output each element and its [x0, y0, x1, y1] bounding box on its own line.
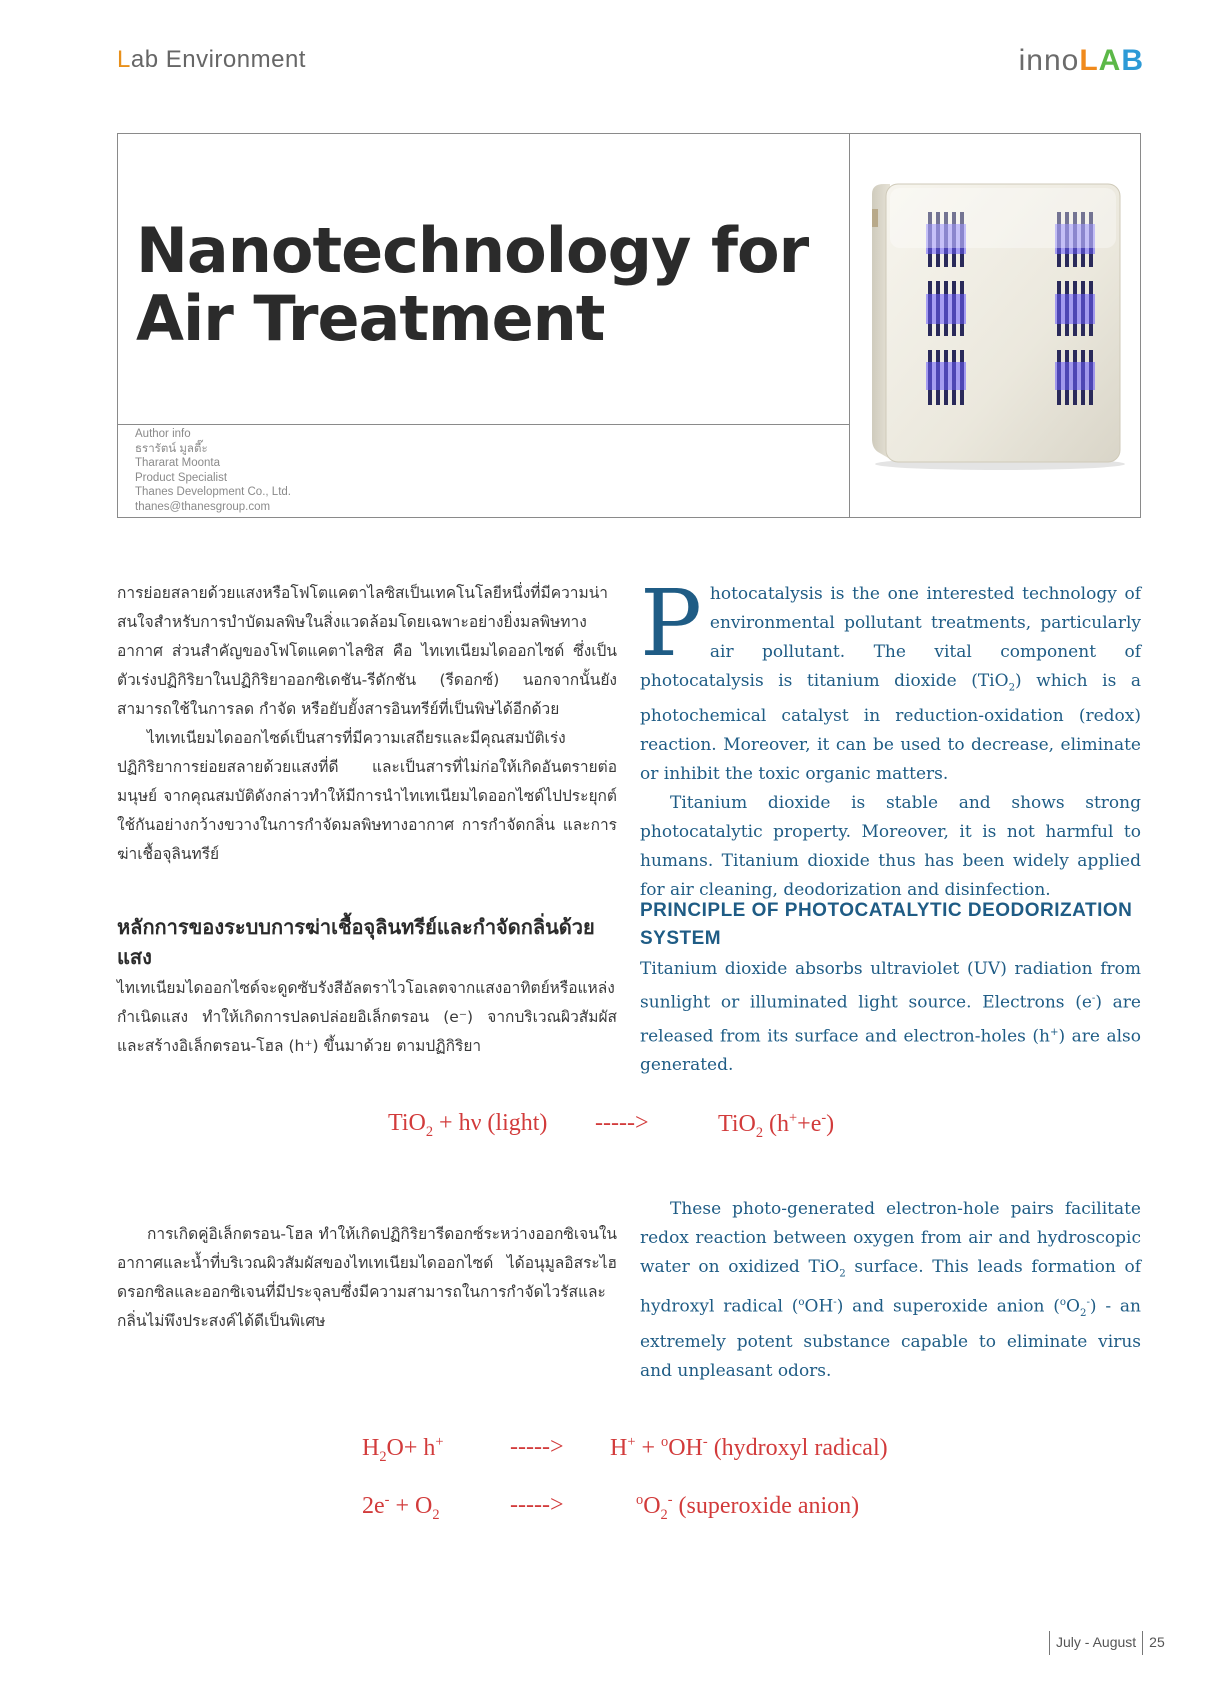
english-principle-column [640, 897, 1141, 1080]
page-footer [1043, 1629, 1165, 1655]
page-number: 25 [1149, 1634, 1165, 1650]
section-label [117, 46, 306, 74]
english-redox-column [640, 1195, 1141, 1386]
section-label-rest: ab Environment [130, 46, 306, 73]
footer-divider [1142, 1631, 1143, 1655]
thai-paragraph-2: ไทเทเนียมไดออกไซด์เป็นสารที่มีความเสถียรและมีคุณสมบัติเร่งปฏิกิริยาการย่อยสลายด้วยแสงที่ดี และเป็นสารที่ไม่ก่อให้เกิดอันตรายต่อมนุษย์ จากคุณสมบัติดังกล่าวทำให้มีการนำไทเทเนียมไดออกไซด์ไปประยุกต์ใช้กันอย่างกว้างขวางในการกำจัดมลพิษทางอากาศ การกำจัดกลิ่น และการฆ่าเชื้อจุลินทรีย์ [117, 729, 617, 863]
thai-paragraph-4: การเกิดคู่อิเล็กตรอน-โฮล ทำให้เกิดปฏิกิริยารีดอกซ์ระหว่างออกซิเจนในอากาศและน้ำที่บริเวณผิวสัมผัสของไทเทเนียมไดออกไซด์ ได้อนุมูลอิสระไฮดรอกซิลและออกซิเจนที่มีประจุลบซึ่งมีความสามารถในการกำจัดไวรัสและกลิ่นไม่พึงประสงค์ได้ดีเป็นพิเศษ [117, 1225, 617, 1330]
english-paragraph-2: Titanium dioxide is stable and shows strong photocatalytic property. Moreover, it is not harmful to humans. Titanium dioxide thus has been widely applied for air cleaning, deodorization and disinfection. [640, 793, 1141, 901]
english-paragraph-1: Photocatalysis is the one interested technology of environmental pollutant treatments, particularly air pollutant. The vital component of photocatalysis is titanium dioxide (TiO$_2$) which is a photochemical catalyst in reduction-oxidation (redox) reaction. Moreover, it can be used to decrease, eliminate or inhibit the toxic organic matters. [640, 570, 1142, 785]
thai-principle-column [117, 912, 617, 1061]
title-area [118, 134, 849, 425]
title-line-2: Air Treatment [136, 282, 605, 355]
equation-3-right: $^oO_2^-$ (superoxide anion) [636, 1492, 860, 1523]
equation-2-left: $H_2O+ h^+$ [362, 1434, 444, 1465]
english-paragraph-4: These photo-generated electron-hole pairs facilitate redox reaction between oxygen from air and hydroscopic water on oxidized TiO$_2$ surface. This leads formation of hydroxyl radical ($^o$OH-) and superoxide anion $(^oO_2^-)$ - an extremely potent substance capable to eliminate virus and unpleasant odors. [640, 1199, 1141, 1382]
header-left-panel [118, 134, 850, 517]
equation-1-arrow: -----> [595, 1110, 649, 1136]
article-title [136, 214, 809, 355]
author-company: Thanes Development Co., Ltd. [135, 486, 291, 498]
english-section-heading: PRINCIPLE OF PHOTOCATALYTIC DEODORIZATION SYSTEM [640, 900, 1133, 949]
thai-redox-column [117, 1220, 617, 1336]
footer-issue: July - August [1056, 1634, 1137, 1650]
article-header-box [117, 133, 1141, 518]
equation-1-left: TiO$_2$ + hν (light) [388, 1110, 548, 1140]
equation-3-arrow: -----> [510, 1492, 564, 1518]
english-paragraph-3: Titanium dioxide absorbs ultraviolet (UV) radiation from sunlight or illuminated light source. Electrons (e-) are released from its surface and electron-holes (h+) are also generated. [640, 959, 1141, 1076]
thai-paragraph-3: ไทเทเนียมไดออกไซด์จะดูดซับรังสีอัลตราไวโอเลตจากแสงอาทิตย์หรือแหล่งกำเนิดแสง ทำให้เกิดการปลดปล่อยอิเล็กตรอน (e⁻) จากบริเวณผิวสัมผัส และสร้างอิเล็กตรอน-โฮล (h⁺) ขึ้นมาด้วย ตามปฏิกิริยา [117, 979, 617, 1055]
title-line-1: Nanotechnology for [136, 214, 809, 287]
thai-section-heading: หลักการของระบบการฆ่าเชื้อจุลินทรีย์และกำจัดกลิ่นด้วยแสง [117, 915, 595, 969]
author-role: Product Specialist [135, 471, 228, 484]
author-info [135, 427, 291, 514]
air-purifier-illustration [850, 134, 1140, 517]
logo-l: L [1079, 44, 1099, 77]
author-name: Thararat Moonta [135, 457, 221, 469]
author-email: thanes@thanesgroup.com [135, 500, 271, 513]
equation-3-left: $2e^- + O_2$ [362, 1492, 440, 1523]
logo-a: A [1098, 44, 1122, 77]
innolab-logo [1019, 44, 1144, 78]
air-purifier-photo [850, 134, 1140, 517]
author-thai-name: ธรารัตน์ มูลตี๊ะ [135, 442, 208, 455]
thai-intro-column [117, 579, 617, 869]
author-label: Author info [135, 428, 191, 440]
thai-paragraph-1: การย่อยสลายด้วยแสงหรือโฟโตแคตาไลซิสเป็นเทคโนโลยีหนึ่งที่มีความน่าสนใจสำหรับการบำบัดมลพิษในสิ่งแวดล้อมโดยเฉพาะอย่างยิ่งมลพิษทางอากาศ ส่วนสำคัญของโฟโตแคตาไลซิส คือ ไทเทเนียมไดออกไซด์ ซึ่งเป็นตัวเร่งปฏิกิริยาในปฏิกิริยาออกซิเดชัน-รีดักชัน (รีดอกซ์) นอกจากนั้นยังสามารถใช้ในการลด กำจัด หรือยับยั้งสารอินทรีย์ที่เป็นพิษได้อีกด้วย [117, 584, 617, 718]
drop-cap: P [640, 570, 702, 677]
section-label-first-letter: L [117, 46, 131, 73]
equation-2-arrow: -----> [510, 1434, 564, 1460]
logo-inno: inno [1018, 44, 1080, 77]
english-intro-column [640, 570, 1142, 905]
logo-b: B [1121, 44, 1144, 77]
equation-2-right: H+ + $^o$OH- (hydroxyl radical) [610, 1434, 888, 1461]
equation-1-right: TiO$_2$ (h++e-) [718, 1110, 835, 1141]
footer-divider [1049, 1631, 1050, 1655]
